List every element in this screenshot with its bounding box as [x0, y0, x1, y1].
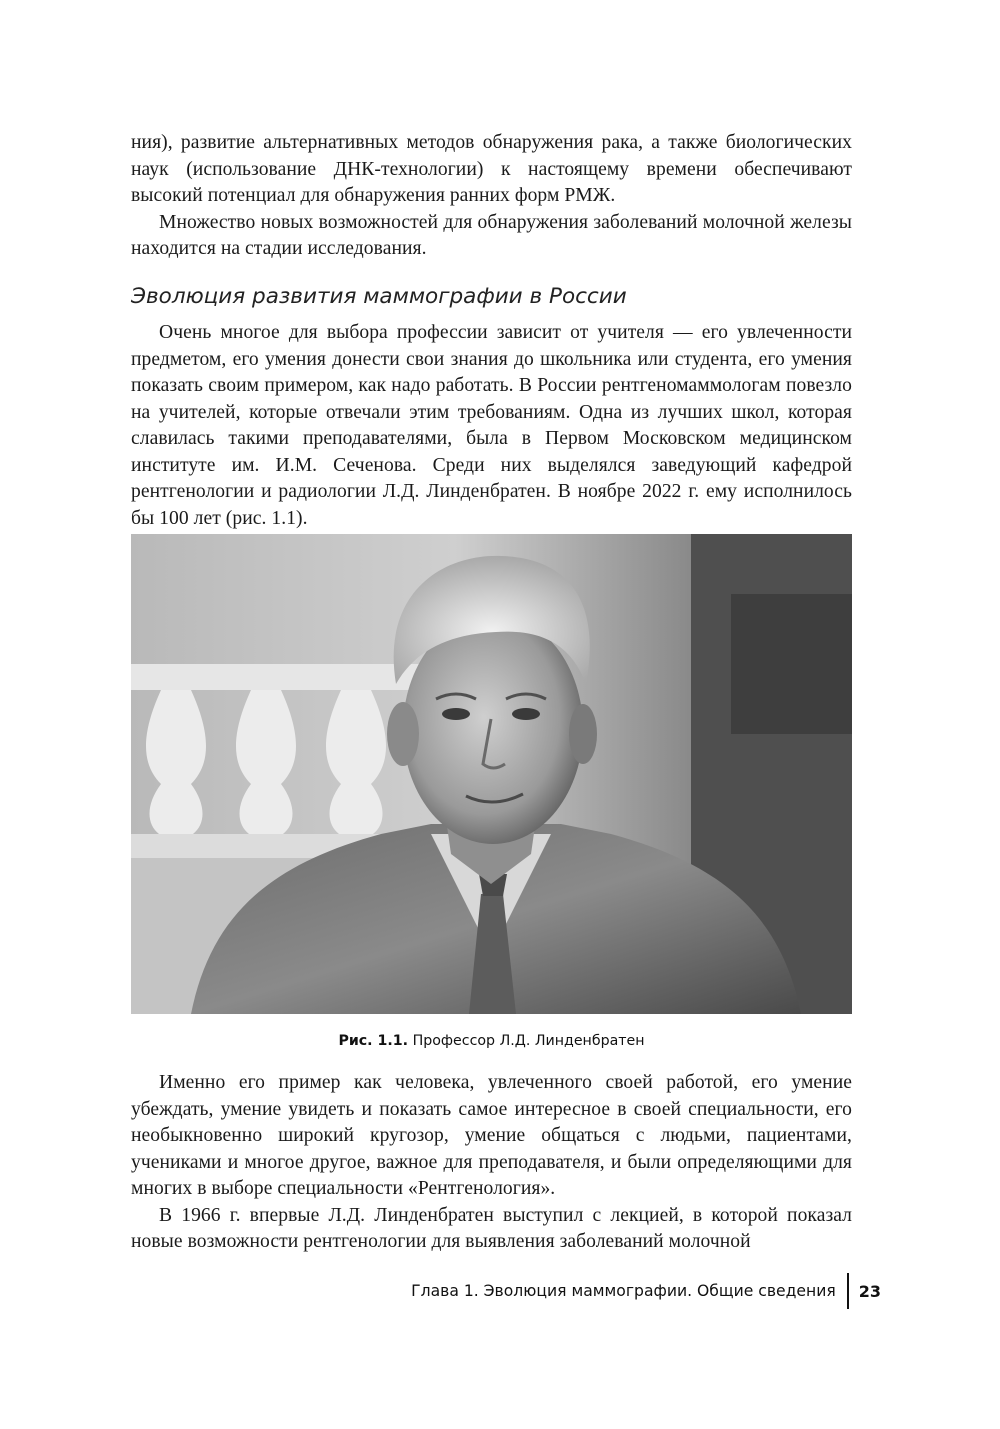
figure-caption-text: Профессор Л.Д. Линденбратен [412, 1033, 645, 1049]
paragraph: Очень многое для выбора профессии зависит от учителя — его увлеченности предметом, его умения донести свои знания до школьника или студента, его умения показать своим примером, как надо работать. В России рентгеномаммологам повезло на учителей, которые отвечали этим требованиям. Одна из лучших школ, которая славилась такими преподавателями, была в Первом Московском медицинском институте им. И.М. Сеченова. Среди них выделялся заведующий кафедрой рентгенологии и радиологии Л.Д. Линденбратен. В ноябре 2022 г. ему исполнилось бы 100 лет (рис. 1.1). [131, 322, 852, 529]
portrait-photo [131, 534, 852, 1014]
portrait-illustration [131, 534, 852, 1014]
top-text-block [131, 130, 852, 263]
chapter-title: Глава 1. Эволюция маммографии. Общие сведения [411, 1282, 836, 1300]
page-footer [411, 1272, 881, 1310]
section-text-block [131, 320, 852, 532]
paragraph: Множество новых возможностей для обнаружения заболеваний молочной железы находится на стадии исследования. [131, 211, 852, 259]
paragraph: Именно его пример как человека, увлеченного своей работой, его умение убеждать, умение увидеть и показать самое интересное в своей специальности, его необыкновенно широкий кругозор, умение общаться с людьми, пациентами, учениками и многое другое, важное для преподавателя, и были определяющими для многих в выборе специальности «Рентгенология». [131, 1072, 852, 1199]
figure-label: Рис. 1.1. [338, 1033, 409, 1049]
footer-divider [847, 1273, 849, 1309]
paragraph-continuation: ния), развитие альтернативных методов обнаружения рака, а также биологических наук (использование ДНК-технологии) к настоящему времени обеспечивают высокий потенциал для обнаружения ранних форм РМЖ. [131, 132, 852, 206]
section-heading: Эволюция развития маммографии в России [131, 284, 627, 309]
page-number: 23 [858, 1281, 881, 1301]
bottom-text-block [131, 1070, 852, 1256]
figure-caption [131, 1031, 852, 1051]
paragraph: В 1966 г. впервые Л.Д. Линденбратен выступил с лекцией, в которой показал новые возможности рентгенологии для выявления заболеваний молочной [131, 1204, 852, 1252]
